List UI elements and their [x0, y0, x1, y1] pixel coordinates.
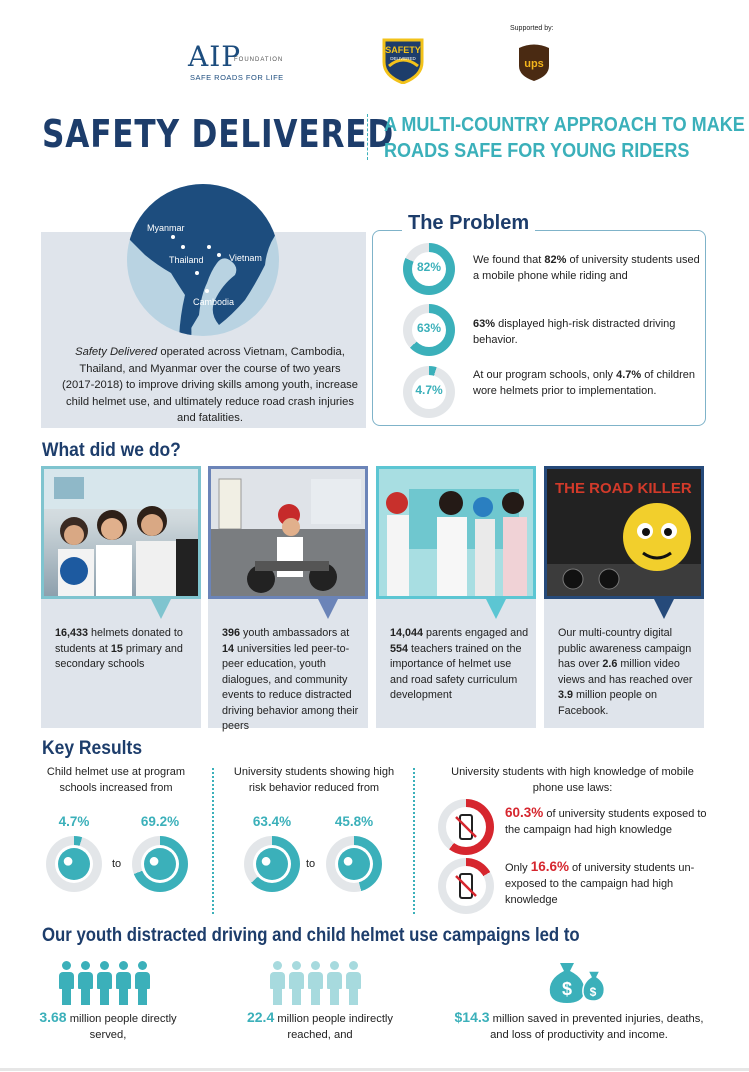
students-photo	[41, 466, 201, 599]
map-label-cambodia: Cambodia	[193, 297, 235, 307]
divider-1	[212, 768, 214, 914]
served-stat: 3.68 million people directly served,	[39, 1009, 177, 1041]
risk-after-donut	[326, 836, 382, 892]
helmet-icon: ●	[62, 850, 75, 872]
problem-text-3: At our program schools, only 4.7% of children wore helmets prior to implementation.	[473, 369, 695, 397]
saved-stat: $14.3 million saved in prevented injuries, deaths, and loss of productivity and income.	[454, 1009, 704, 1041]
problem-text-2: 63% displayed high-risk distracted driving behavior.	[473, 318, 676, 346]
head-icon: ●	[342, 850, 355, 872]
risk-to-label: to	[306, 858, 316, 870]
no-phone-icon	[454, 813, 478, 841]
ambassadors-illustration	[211, 469, 365, 596]
people-reached-icons	[270, 961, 365, 1007]
road-killer-poster	[544, 466, 704, 599]
problem-ring-4-7	[403, 366, 455, 418]
road-killer-illustration	[547, 469, 701, 596]
map-label-vietnam: Vietnam	[229, 253, 262, 263]
subtitle-line-2: ROADS SAFE FOR YOUNG RIDERS	[384, 139, 690, 162]
problem-ring-value: 63%	[416, 321, 442, 335]
divider-2	[413, 768, 415, 914]
intro-text-italic: Safety Delivered	[75, 346, 158, 358]
title-divider	[367, 114, 368, 160]
intro-text	[62, 344, 358, 427]
helmet-after-donut	[132, 836, 188, 892]
page-bottom-edge	[0, 1068, 749, 1071]
sd-logo-sub: DELIVERED	[390, 56, 416, 61]
activity-card-ambassadors	[208, 466, 368, 732]
map-label-myanmar: Myanmar	[147, 223, 185, 233]
no-phone-icon	[454, 872, 478, 900]
poster-title: THE ROAD KILLER	[555, 480, 692, 497]
ambassadors-photo	[208, 466, 368, 599]
activity-card-helmets	[41, 466, 201, 728]
activity-text-ambassadors: 396 youth ambassadors at 14 universities led peer-to-peer education, youth dialogues, and community events to reduce distracted driving behavior among their peers	[222, 627, 359, 732]
laws-result-caption: University students with high knowledge of mobile phone use laws:	[451, 766, 694, 794]
subtitle-line-1: A MULTI-COUNTRY APPROACH TO MAKE	[384, 113, 745, 136]
problem-text-1: We found that 82% of university students used a mobile phone while riding and	[473, 254, 700, 282]
aip-foundation-label: FOUNDATION	[234, 57, 284, 63]
activity-text-helmets: 16,433 helmets donated to students at 15 primary and secondary schools	[55, 627, 183, 670]
exposed-donut	[438, 799, 494, 855]
what-title: What did we do?	[42, 440, 181, 461]
svg-text:$: $	[561, 979, 573, 999]
aip-foundation-logo	[188, 40, 284, 85]
activity-card-campaign	[544, 466, 704, 728]
ups-logo	[517, 42, 551, 82]
money-bags-icon	[546, 955, 606, 1005]
helmet-icon: ●	[148, 850, 161, 872]
ups-logo-text: ups	[524, 58, 544, 70]
helmet-result-caption: Child helmet use at program schools increased from	[46, 766, 186, 794]
teachers-photo	[376, 466, 536, 599]
page-title: SAFETY DELIVERED	[42, 112, 395, 156]
map-label-thailand: Thailand	[169, 255, 204, 265]
helmet-after-value: 69.2%	[140, 814, 180, 829]
sd-logo-text: SAFETY	[385, 45, 421, 55]
problem-ring-value: 82%	[416, 260, 442, 274]
exposed-text: 60.3% of university students exposed to the campaign had high knowledge	[505, 805, 707, 836]
risk-after-value: 45.8%	[334, 814, 374, 829]
helmet-before-value: 4.7%	[58, 814, 90, 829]
page-subtitle	[384, 112, 745, 164]
problem-ring-63	[403, 304, 455, 356]
supported-by-label: Supported by:	[510, 25, 554, 32]
problem-title: The Problem	[402, 212, 535, 235]
students-illustration	[44, 469, 198, 596]
risk-before-value: 63.4%	[252, 814, 292, 829]
risk-before-donut	[244, 836, 300, 892]
activity-text-parents: 14,044 parents engaged and 554 teachers trained on the importance of helmet use and road safety curriculum development	[390, 627, 529, 701]
activity-card-parents	[376, 466, 536, 728]
unexposed-donut	[438, 858, 494, 914]
unexposed-text: Only 16.6% of university students un-exposed to the campaign had high knowledge	[505, 859, 695, 906]
aip-tagline: SAFE ROADS FOR LIFE	[190, 73, 284, 82]
helmet-to-label: to	[112, 858, 122, 870]
activity-text-campaign: Our multi-country digital public awareness campaign has over 2.6 million video views and has reached over 3.9 million people on Facebook.	[558, 627, 693, 717]
reached-stat: 22.4 million people indirectly reached, and	[246, 1009, 394, 1041]
head-icon: ●	[260, 850, 273, 872]
problem-ring-82	[403, 243, 455, 295]
helmet-before-donut	[46, 836, 102, 892]
region-map	[127, 175, 279, 345]
people-served-icons	[59, 961, 154, 1007]
aip-logo-text: AIP	[188, 40, 242, 73]
teachers-illustration	[379, 469, 533, 596]
risk-result-caption: University students showing high risk behavior reduced from	[233, 766, 395, 794]
intro-text-body: operated across Vietnam, Cambodia, Thailand, and Myanmar over the course of two years (2017-2018) to improve driving skills among youth, increase child helmet use, and ultimately reduce road crash injuries and fatalities.	[62, 346, 358, 424]
results-title: Key Results	[42, 738, 143, 759]
campaigns-title: Our youth distracted driving and child helmet use campaigns led to	[42, 924, 580, 946]
svg-text:$: $	[589, 985, 597, 999]
problem-ring-value: 4.7%	[415, 383, 443, 397]
safety-delivered-logo	[380, 36, 426, 84]
